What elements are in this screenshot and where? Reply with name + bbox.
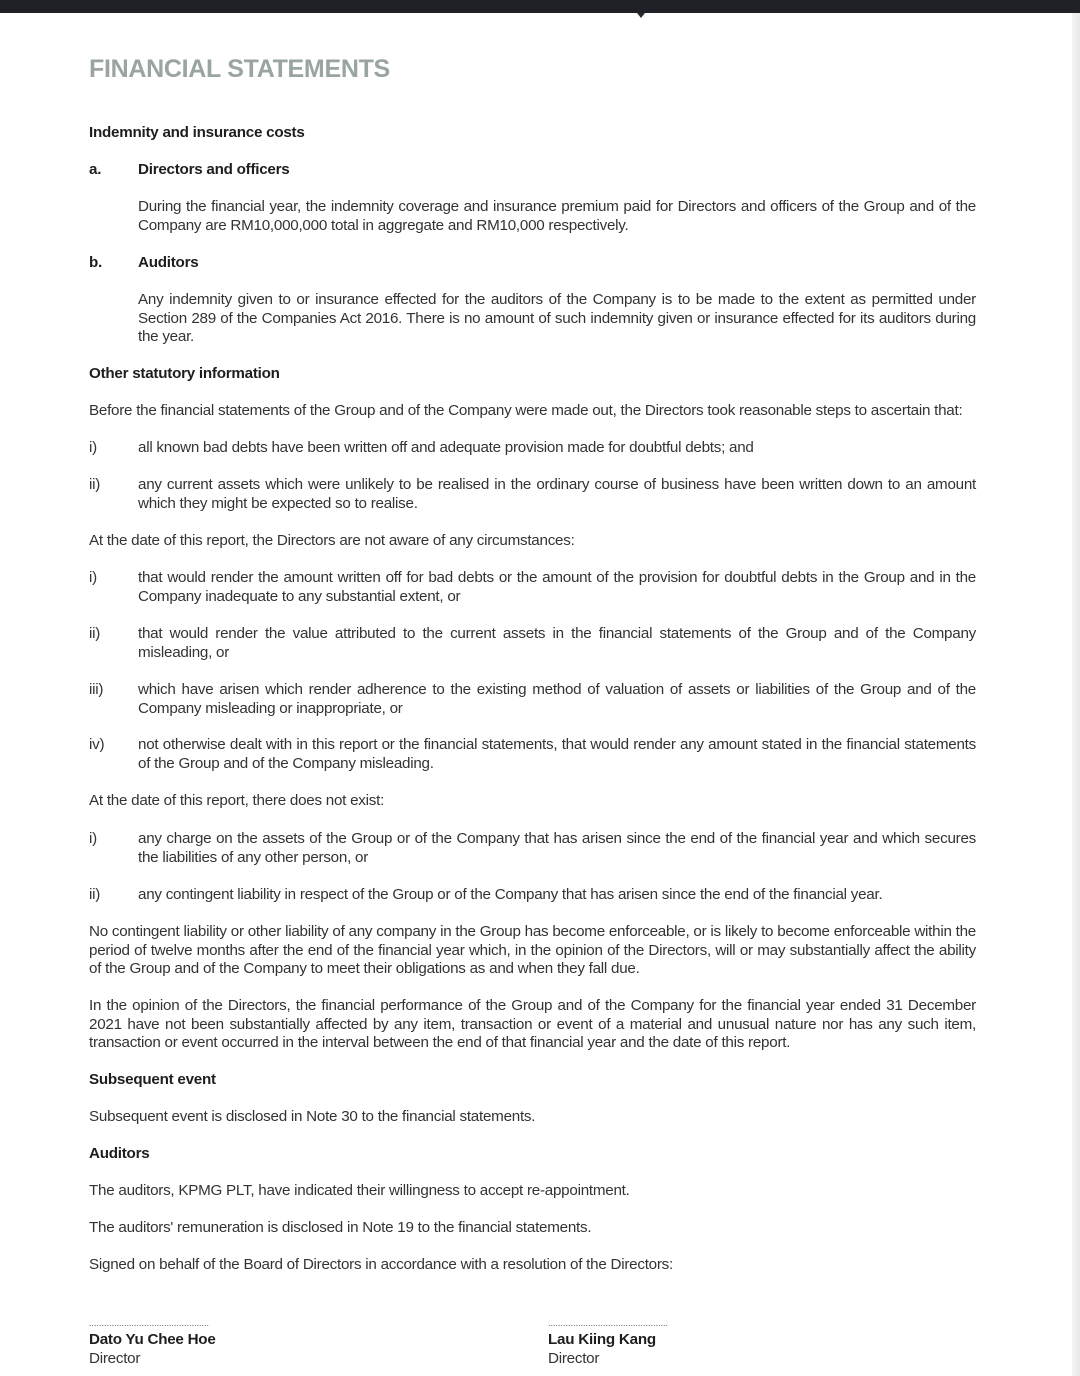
paragraph: The auditors' remuneration is disclosed in Note 19 to the financial statements. [89, 1219, 592, 1236]
list-marker: ii) [89, 625, 101, 642]
section-heading-auditors: Auditors [89, 1145, 150, 1162]
signatory-name: Lau Kiing Kang [548, 1331, 656, 1348]
signatory-role: Director [89, 1350, 141, 1367]
list-marker: i) [89, 830, 97, 847]
paragraph: At the date of this report, there does not exist: [89, 792, 385, 809]
list-item-text: that would render the amount written off for bad debts or the amount of the provision for doubtful debts in the Group and in the Company inadequate to any substantial extent, or [138, 569, 976, 605]
auditors-indemnity-text: Any indemnity given to or insurance effected for the auditors of the Company is to be made to the extent as permitted under Section 289 of the Companies Act 2016. There is no amount of such indemnity given or insurance effected for its auditors during the year. [138, 291, 976, 346]
top-bar [0, 0, 1080, 13]
paragraph: No contingent liability or other liability of any company in the Group has become enforceable, or is likely to become enforceable within the period of twelve months after the end of the financial year which, in the opinion of the Directors, will or may substantially affect the ability of the Group and of the Company to meet their obligations as and when they fall due. [89, 923, 976, 978]
list-item-text: which have arisen which render adherence to the existing method of valuation of assets or liabilities of the Group and of the Company misleading or inappropriate, or [138, 681, 976, 717]
list-marker: i) [89, 569, 97, 586]
paragraph: Before the financial statements of the Group and of the Company were made out, the Directors took reasonable steps to ascertain that: [89, 402, 963, 419]
list-marker: a. [89, 161, 102, 178]
list-marker: iii) [89, 681, 104, 698]
paragraph: At the date of this report, the Directors are not aware of any circumstances: [89, 532, 575, 549]
paragraph: The auditors, KPMG PLT, have indicated their willingness to accept re-appointment. [89, 1182, 630, 1199]
signature-line: ................................................ [548, 1318, 669, 1328]
paragraph: In the opinion of the Directors, the financial performance of the Group and of the Company for the financial year ended 31 December 2021 have not been substantially affected by any item, transaction or event of a material and unusual nature nor has any such item, transaction or event occurred in the interval between the end of that financial year and the date of this report. [89, 997, 976, 1052]
section-heading-statutory: Other statutory information [89, 365, 280, 382]
list-marker: ii) [89, 886, 101, 903]
list-marker: ii) [89, 476, 101, 493]
section-heading-indemnity: Indemnity and insurance costs [89, 124, 305, 141]
paragraph: Subsequent event is disclosed in Note 30 to the financial statements. [89, 1108, 536, 1125]
list-marker: i) [89, 439, 97, 456]
list-item-text: any current assets which were unlikely to be realised in the ordinary course of business have been written down to an amount which they might be expected so to realise. [138, 476, 976, 512]
list-item-text: any contingent liability in respect of the Group or of the Company that has arisen since the end of the financial year. [138, 886, 883, 903]
signature-line: ................................................ [89, 1318, 210, 1328]
page-edge [1072, 13, 1080, 1376]
subheading-directors-officers: Directors and officers [138, 161, 290, 178]
list-item-text: all known bad debts have been written off and adequate provision made for doubtful debts; and [138, 439, 754, 456]
list-item-text: that would render the value attributed to the current assets in the financial statements of the Group and of the Company misleading, or [138, 625, 976, 661]
list-item-text: not otherwise dealt with in this report or the financial statements, that would render any amount stated in the financial statements of the Group and of the Company misleading. [138, 736, 976, 772]
section-heading-subsequent-event: Subsequent event [89, 1071, 216, 1088]
page-title: FINANCIAL STATEMENTS [89, 55, 390, 83]
top-bar-notch [637, 13, 645, 18]
signatory-role: Director [548, 1350, 600, 1367]
list-item-text: any charge on the assets of the Group or of the Company that has arisen since the end of the financial year and which secures the liabilities of any other person, or [138, 830, 976, 866]
subheading-auditors: Auditors [138, 254, 199, 271]
signatory-name: Dato Yu Chee Hoe [89, 1331, 216, 1348]
list-marker: b. [89, 254, 102, 271]
directors-officers-text: During the financial year, the indemnity coverage and insurance premium paid for Directors and officers of the Group and of the Company are RM10,000,000 total in aggregate and RM10,000 respectively. [138, 198, 976, 234]
list-marker: iv) [89, 736, 105, 753]
signoff-statement: Signed on behalf of the Board of Directors in accordance with a resolution of the Directors: [89, 1256, 673, 1273]
